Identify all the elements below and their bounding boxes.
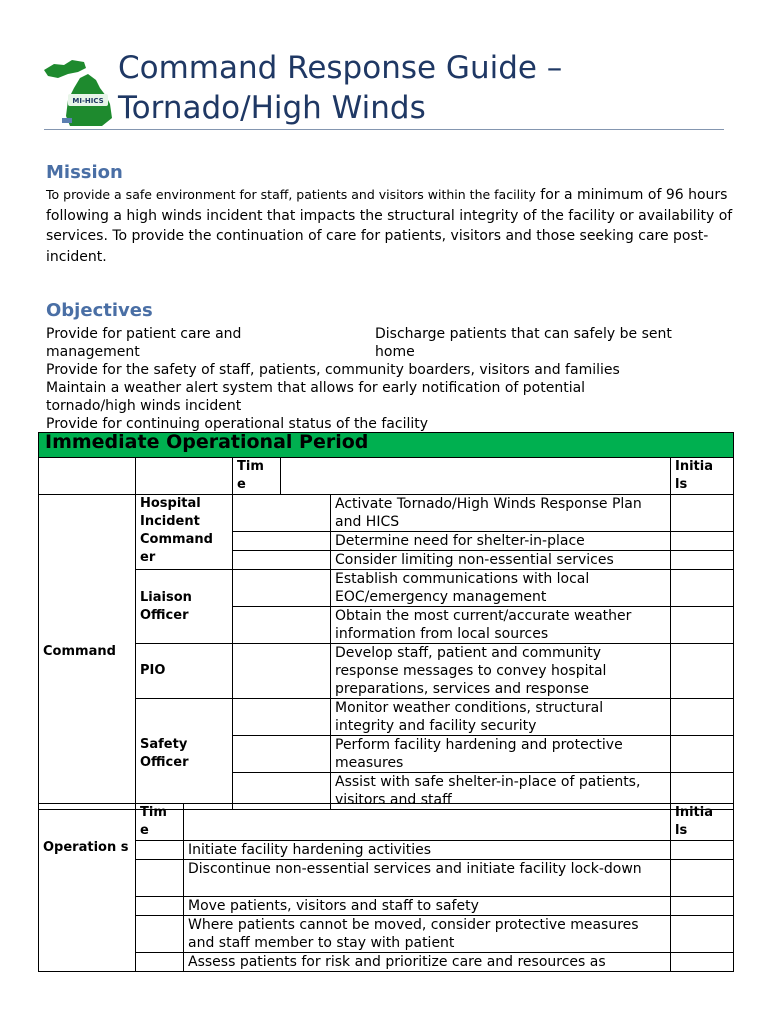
time-cell[interactable] [136, 860, 184, 897]
initials-cell[interactable] [671, 495, 734, 532]
task-text: Assess patients for risk and prioritize care and resources as [184, 953, 671, 972]
initials-cell[interactable] [671, 699, 734, 736]
initials-cell[interactable] [671, 841, 734, 860]
time-cell[interactable] [233, 644, 331, 699]
mission-heading: Mission [46, 162, 123, 183]
time-cell[interactable] [136, 916, 184, 953]
task-text: Assist with safe shelter-in-place of patients, visitors and staff [331, 773, 671, 810]
time-cell[interactable] [136, 841, 184, 860]
command-section-label: Command [39, 495, 136, 810]
objectives-heading: Objectives [46, 300, 153, 321]
task-text: Move patients, visitors and staff to safety [184, 897, 671, 916]
mi-hics-logo [40, 56, 120, 128]
task-text: Consider limiting non-essential services [331, 551, 671, 570]
objective-discharge: Discharge patients that can safely be sent home [375, 326, 672, 360]
time-cell[interactable] [233, 699, 331, 736]
initials-cell[interactable] [671, 736, 734, 773]
immediate-period-banner: Immediate Operational Period [39, 433, 734, 458]
task-text: Where patients cannot be moved, consider protective measures and staff member to stay with patient [184, 916, 671, 953]
task-text: Monitor weather conditions, structural integrity and facility security [331, 699, 671, 736]
role-pio: PIO [136, 644, 233, 699]
time-column-header: Tim e [233, 458, 281, 495]
time-cell[interactable] [233, 532, 331, 551]
time-cell[interactable] [136, 897, 184, 916]
objective-weather-alert: Maintain a weather alert system that allows for early notification of potential tornado/high winds incident [46, 380, 586, 414]
operations-section-table [38, 803, 734, 972]
role-safety-officer: Safety Officer [136, 699, 233, 810]
task-text: Obtain the most current/accurate weather information from local sources [331, 607, 671, 644]
initials-cell[interactable] [671, 644, 734, 699]
task-text: Develop staff, patient and community response messages to convey hospital preparations, services and response [331, 644, 671, 699]
time-cell[interactable] [136, 953, 184, 972]
task-text: Establish communications with local EOC/emergency management [331, 570, 671, 607]
logo-text: MI-HICS [72, 97, 104, 105]
task-text: Activate Tornado/High Winds Response Plan and HICS [331, 495, 671, 532]
objective-operational-status: Provide for continuing operational status of the facility [46, 416, 429, 432]
initials-column-header: Initia ls [671, 458, 734, 495]
time-cell[interactable] [233, 570, 331, 607]
task-text: Initiate facility hardening activities [184, 841, 671, 860]
time-cell[interactable] [233, 607, 331, 644]
initials-cell[interactable] [671, 570, 734, 607]
time-column-header: Tim e [136, 804, 184, 841]
time-cell[interactable] [233, 495, 331, 532]
mission-text: To provide a safe environment for staff, patients and visitors within the facility for a minimum of 96 hours following a high winds incident that impacts the structural integrity of the facility or availability of services. To provide the continuation of care for patients, visitors and those seeking care post-incident. [46, 187, 733, 265]
initials-cell[interactable] [671, 551, 734, 570]
initials-cell[interactable] [671, 860, 734, 897]
objective-safety: Provide for the safety of staff, patients, community boarders, visitors and families [46, 362, 620, 378]
task-text: Determine need for shelter-in-place [331, 532, 671, 551]
initials-cell[interactable] [671, 607, 734, 644]
operations-section-label: Operation s [39, 804, 136, 972]
initials-cell[interactable] [671, 953, 734, 972]
time-cell[interactable] [233, 736, 331, 773]
initials-cell[interactable] [671, 916, 734, 953]
initials-cell[interactable] [671, 897, 734, 916]
initials-column-header: Initia ls [671, 804, 734, 841]
title-divider [44, 129, 724, 130]
initials-cell[interactable] [671, 532, 734, 551]
time-cell[interactable] [233, 551, 331, 570]
task-text: Discontinue non-essential services and initiate facility lock-down [184, 860, 671, 897]
role-hospital-incident-commander: Hospital Incident Command er [136, 495, 233, 570]
page-title: Command Response Guide – Tornado/High Winds [118, 50, 563, 126]
task-text: Perform facility hardening and protective measures [331, 736, 671, 773]
objective-patient-care: Provide for patient care and management [46, 326, 242, 360]
operations-table [38, 432, 734, 810]
role-liaison-officer: Liaison Officer [136, 570, 233, 644]
